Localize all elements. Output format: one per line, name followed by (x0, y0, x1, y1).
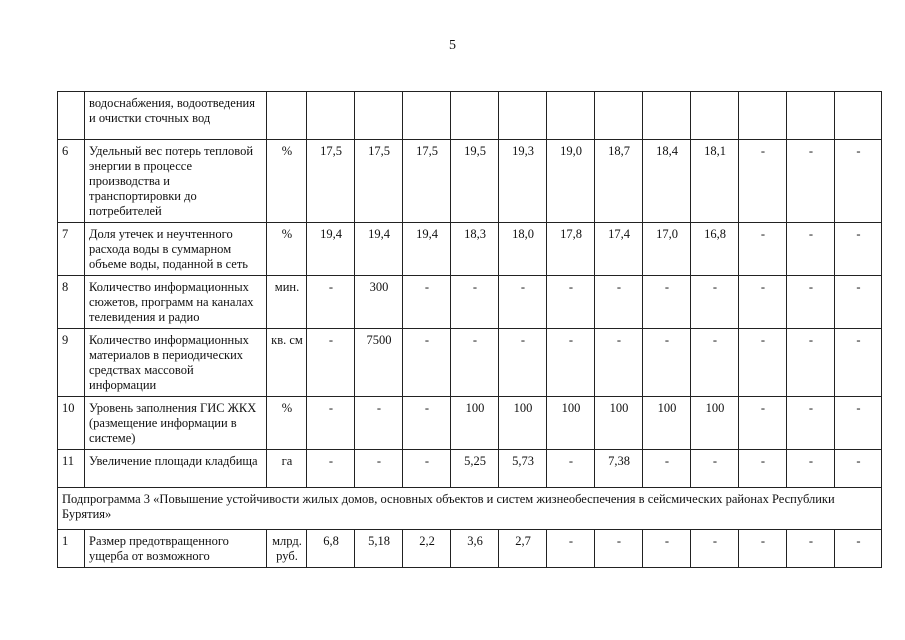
row-number (58, 92, 85, 140)
value-cell: 19,4 (403, 223, 451, 276)
value-cell: - (643, 276, 691, 329)
value-cell: - (307, 329, 355, 397)
value-cell: - (355, 397, 403, 450)
value-cell: 100 (595, 397, 643, 450)
subprogram-title: Подпрограмма 3 «Повышение устойчивости жилых домов, основных объектов и систем жизнеобеспечения в сейсмических районах Республики Бурятия» (58, 488, 882, 530)
value-cell: 19,0 (547, 140, 595, 223)
value-cell: 18,0 (499, 223, 547, 276)
value-cell: 7500 (355, 329, 403, 397)
value-cell: 16,8 (691, 223, 739, 276)
value-cell: - (835, 329, 882, 397)
value-cell: 17,4 (595, 223, 643, 276)
row-number: 11 (58, 450, 85, 488)
value-cell: 5,18 (355, 530, 403, 568)
value-cell: 2,7 (499, 530, 547, 568)
value-cell: - (835, 397, 882, 450)
value-cell: - (739, 140, 787, 223)
value-cell: 18,7 (595, 140, 643, 223)
table-row (58, 140, 882, 223)
value-cell (451, 92, 499, 140)
value-cell: - (787, 223, 835, 276)
unit-cell: % (267, 140, 307, 223)
value-cell: - (547, 530, 595, 568)
value-cell: - (355, 450, 403, 488)
table-row (58, 397, 882, 450)
value-cell: - (451, 329, 499, 397)
value-cell: 17,8 (547, 223, 595, 276)
value-cell: 18,3 (451, 223, 499, 276)
value-cell: - (835, 223, 882, 276)
unit-cell: % (267, 223, 307, 276)
value-cell: - (691, 329, 739, 397)
value-cell: 19,3 (499, 140, 547, 223)
value-cell: - (787, 276, 835, 329)
unit-cell: кв. см (267, 329, 307, 397)
value-cell: 5,73 (499, 450, 547, 488)
value-cell: 100 (691, 397, 739, 450)
unit-cell: млрд. руб. (267, 530, 307, 568)
value-cell (691, 92, 739, 140)
value-cell: 100 (643, 397, 691, 450)
value-cell: - (595, 276, 643, 329)
indicator-name: Количество информационных материалов в периодических средствах массовой информации (85, 329, 267, 397)
value-cell: 2,2 (403, 530, 451, 568)
value-cell: - (739, 530, 787, 568)
value-cell: - (499, 329, 547, 397)
subprogram-row (58, 488, 882, 530)
indicator-name: Размер предотвращенного ущерба от возможного (85, 530, 267, 568)
value-cell: - (691, 530, 739, 568)
value-cell: - (403, 450, 451, 488)
value-cell: 17,0 (643, 223, 691, 276)
value-cell (355, 92, 403, 140)
indicator-name: Увеличение площади кладбища (85, 450, 267, 488)
indicator-name: Доля утечек и неучтенного расхода воды в суммарном объеме воды, поданной в сеть (85, 223, 267, 276)
unit-cell: мин. (267, 276, 307, 329)
indicator-name: водоснабжения, водоотведения и очистки сточных вод (85, 92, 267, 140)
value-cell (499, 92, 547, 140)
value-cell: - (307, 276, 355, 329)
value-cell: - (595, 329, 643, 397)
value-cell: - (547, 450, 595, 488)
table-row (58, 276, 882, 329)
table-body (58, 92, 882, 568)
value-cell: 5,25 (451, 450, 499, 488)
row-number: 10 (58, 397, 85, 450)
table-row (58, 223, 882, 276)
value-cell: - (835, 140, 882, 223)
value-cell: - (739, 450, 787, 488)
unit-cell: га (267, 450, 307, 488)
value-cell: 17,5 (355, 140, 403, 223)
value-cell (643, 92, 691, 140)
value-cell: - (739, 397, 787, 450)
value-cell: - (787, 397, 835, 450)
table-row (58, 92, 882, 140)
value-cell: - (787, 530, 835, 568)
value-cell: 100 (547, 397, 595, 450)
row-number: 9 (58, 329, 85, 397)
value-cell: 7,38 (595, 450, 643, 488)
value-cell: - (307, 450, 355, 488)
indicator-name: Удельный вес потерь тепловой энергии в процессе производства и транспортировки до потребителей (85, 140, 267, 223)
value-cell: - (739, 223, 787, 276)
value-cell: 17,5 (307, 140, 355, 223)
value-cell: 100 (499, 397, 547, 450)
value-cell: 6,8 (307, 530, 355, 568)
value-cell (835, 92, 882, 140)
value-cell: - (547, 329, 595, 397)
unit-cell (267, 92, 307, 140)
value-cell: - (643, 329, 691, 397)
value-cell: - (547, 276, 595, 329)
value-cell: - (595, 530, 643, 568)
value-cell: - (643, 530, 691, 568)
value-cell: - (835, 276, 882, 329)
indicator-name: Количество информационных сюжетов, программ на каналах телевидения и радио (85, 276, 267, 329)
value-cell: 19,5 (451, 140, 499, 223)
value-cell (595, 92, 643, 140)
value-cell: - (835, 450, 882, 488)
value-cell: 300 (355, 276, 403, 329)
unit-cell: % (267, 397, 307, 450)
value-cell: - (643, 450, 691, 488)
value-cell: - (403, 329, 451, 397)
value-cell: - (307, 397, 355, 450)
row-number: 1 (58, 530, 85, 568)
value-cell (787, 92, 835, 140)
value-cell: 19,4 (307, 223, 355, 276)
value-cell: - (403, 276, 451, 329)
value-cell: - (451, 276, 499, 329)
value-cell (547, 92, 595, 140)
value-cell: 19,4 (355, 223, 403, 276)
row-number: 7 (58, 223, 85, 276)
value-cell: - (739, 329, 787, 397)
value-cell: - (835, 530, 882, 568)
value-cell: 100 (451, 397, 499, 450)
value-cell: - (691, 450, 739, 488)
table-row (58, 530, 882, 568)
page-number: 5 (449, 38, 456, 53)
value-cell (739, 92, 787, 140)
value-cell: - (691, 276, 739, 329)
value-cell: - (787, 450, 835, 488)
value-cell: 18,1 (691, 140, 739, 223)
value-cell: - (787, 329, 835, 397)
value-cell: 18,4 (643, 140, 691, 223)
value-cell: - (787, 140, 835, 223)
value-cell: 17,5 (403, 140, 451, 223)
row-number: 8 (58, 276, 85, 329)
value-cell (403, 92, 451, 140)
indicator-name: Уровень заполнения ГИС ЖКХ (размещение информации в системе) (85, 397, 267, 450)
value-cell: - (739, 276, 787, 329)
indicators-table (57, 91, 882, 568)
value-cell: 3,6 (451, 530, 499, 568)
value-cell: - (403, 397, 451, 450)
table-row (58, 450, 882, 488)
table-row (58, 329, 882, 397)
value-cell (307, 92, 355, 140)
row-number: 6 (58, 140, 85, 223)
value-cell: - (499, 276, 547, 329)
